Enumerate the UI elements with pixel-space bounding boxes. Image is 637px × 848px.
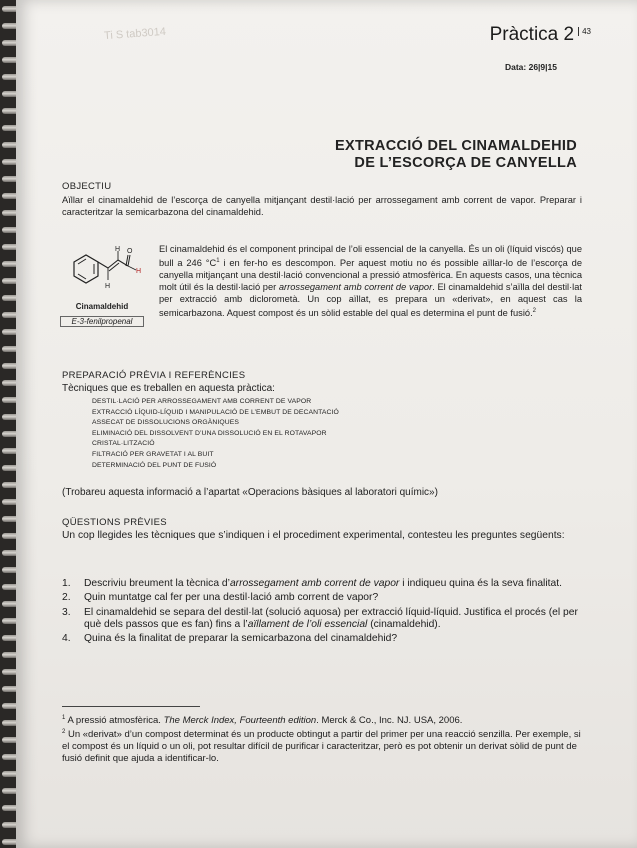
preparacio-intro: Tècniques que es treballen en aquesta pràctica:	[62, 383, 275, 394]
footnote-number: 1	[62, 715, 66, 721]
molecule-name: Cinamaldehid	[75, 302, 129, 311]
question-text: Descriviu breument la tècnica d’	[84, 578, 230, 589]
technique-item: EXTRACCIÓ LÍQUID-LÍQUID I MANIPULACIÓ DE L’EMBUT DE DECANTACIÓ	[92, 408, 339, 416]
footnote-rule	[62, 706, 200, 707]
footnote-2	[62, 726, 582, 765]
question-number: 2.	[62, 592, 71, 604]
intro-text: . El cinamaldehid s’aïlla del destil·lat per extracció amb diclorometà. Un cop aïllat, es prepara un «derivat», en aquest cas la semicarbazona. Aquest compost és un sòlid estable del qual es determina el punt de fusió.	[159, 282, 582, 319]
technique-item: DETERMINACIÓ DEL PUNT DE FUSIÓ	[92, 461, 217, 469]
atom-label: H	[115, 246, 121, 253]
question-emphasis: arrossegament amb corrent de vapor	[229, 578, 400, 589]
footnote-1	[62, 712, 582, 727]
objectiu-heading: OBJECTIU	[62, 181, 112, 192]
question-text: (cinamaldehid).	[367, 618, 441, 630]
intro-emphasis: arrossegament amb corrent de vapor	[278, 282, 433, 293]
footnote-ref: 2	[532, 308, 536, 315]
intro-text: i en fer-ho es descompon. Per aquest motiu no és possible aïllar-lo de l’escorça de canyella mitjançant una destil·lació convencional a pressió atmosfèrica. En aquests casos, una tècnica molt útil és la destil·lació per	[159, 258, 582, 293]
technique-item: ELIMINACIÓ DEL DISSOLVENT D’UNA DISSOLUCIÓ EN EL ROTAVAPOR	[92, 429, 327, 437]
main-title-line1: EXTRACCIÓ DEL CINAMALDEHID	[335, 138, 577, 154]
footnote-number: 2	[62, 729, 66, 735]
question-item	[62, 578, 582, 590]
bleed-through-text: Ti S tab3014	[103, 25, 167, 43]
footnote-text: A pressió atmosfèrica.	[65, 715, 164, 727]
atom-label: H	[136, 268, 142, 275]
main-title-line2: DE L’ESCORÇA DE CANYELLA	[354, 155, 577, 171]
molecule-iupac: E-3-fenilpropenal	[60, 316, 144, 327]
main-title	[335, 138, 577, 172]
technique-item: ASSECAT DE DISSOLUCIONS ORGÀNIQUES	[92, 419, 240, 427]
question-item	[62, 592, 582, 604]
intro-text: El cinamaldehid és el component principal de l’oli essencial de la canyella. És un oli (líquid viscós) que bull a 246 °C	[159, 244, 582, 269]
footnote-citation: The Merck Index, Fourteenth edition	[163, 715, 317, 727]
cinnamaldehyde-structure	[60, 246, 144, 336]
question-item	[62, 633, 582, 645]
questions-heading: QÜESTIONS PRÈVIES	[62, 517, 167, 528]
page-header	[490, 24, 591, 46]
technique-item: DESTIL·LACIÓ PER ARROSSEGAMENT AMB CORRENT DE VAPOR	[92, 398, 312, 405]
footnote-ref: 1	[216, 258, 220, 264]
date-field: Data: 26|9|15	[504, 62, 557, 72]
page-number: 43	[578, 27, 591, 36]
question-text: Quin muntatge cal fer per una destil·lació amb corrent de vapor?	[84, 592, 379, 604]
preparacio-note: (Trobareu aquesta informació a l’apartat «Operacions bàsiques al laboratori químic»)	[62, 487, 438, 498]
footnote-text: . Merck & Co., Inc. NJ. USA, 2006.	[316, 715, 463, 727]
technique-item: CRISTAL·LITZACIÓ	[92, 440, 155, 448]
question-number: 4.	[62, 633, 71, 645]
question-item	[62, 607, 582, 632]
intro-paragraph	[159, 243, 582, 319]
preparacio-heading: PREPARACIÓ PRÈVIA I REFERÈNCIES	[62, 370, 246, 381]
questions-intro: Un cop llegides les tècniques que s’indiquen i el procediment experimental, contesteu les preguntes següents:	[62, 530, 565, 541]
question-emphasis: aïllament de l’oli essencial	[247, 618, 368, 630]
atom-label: O	[127, 248, 133, 255]
questions-list	[62, 578, 582, 647]
question-text: El cinamaldehid se separa del destil·lat (solució aquosa) per extracció líquid-líquid. Justifica el procés (el per què dels passos que es fan) fins a l’	[84, 606, 578, 630]
atom-label: H	[105, 283, 111, 290]
practice-title: Pràctica 2	[489, 24, 575, 45]
question-text: i indiqueu quina és la seva finalitat.	[399, 578, 562, 589]
footnote-text: Un «derivat» d’un compost determinat és un producte obtingut a partir del primer per una reacció senzilla. Per exemple, si el compost és un líquid o un oli, pot resultar difícil de purificar i caracteritzar, però es pot obtenir un derivat sòlid de punt de fusió definit que ajuda a identificar-lo.	[62, 729, 581, 765]
question-text: Quina és la finalitat de preparar la semicarbazona del cinamaldehid?	[84, 633, 398, 645]
techniques-list	[92, 397, 339, 471]
technique-item: FILTRACIÓ PER GRAVETAT I AL BUIT	[92, 450, 214, 458]
molecule-diagram	[60, 246, 144, 306]
question-number: 1.	[62, 578, 71, 589]
objectiu-text: Aïllar el cinamaldehid de l’escorça de canyella mitjançant destil·lació per arrossegament amb corrent de vapor. Preparar i caracteritzar la semicarbazona del cinamaldehid.	[62, 195, 582, 217]
question-number: 3.	[62, 606, 71, 618]
